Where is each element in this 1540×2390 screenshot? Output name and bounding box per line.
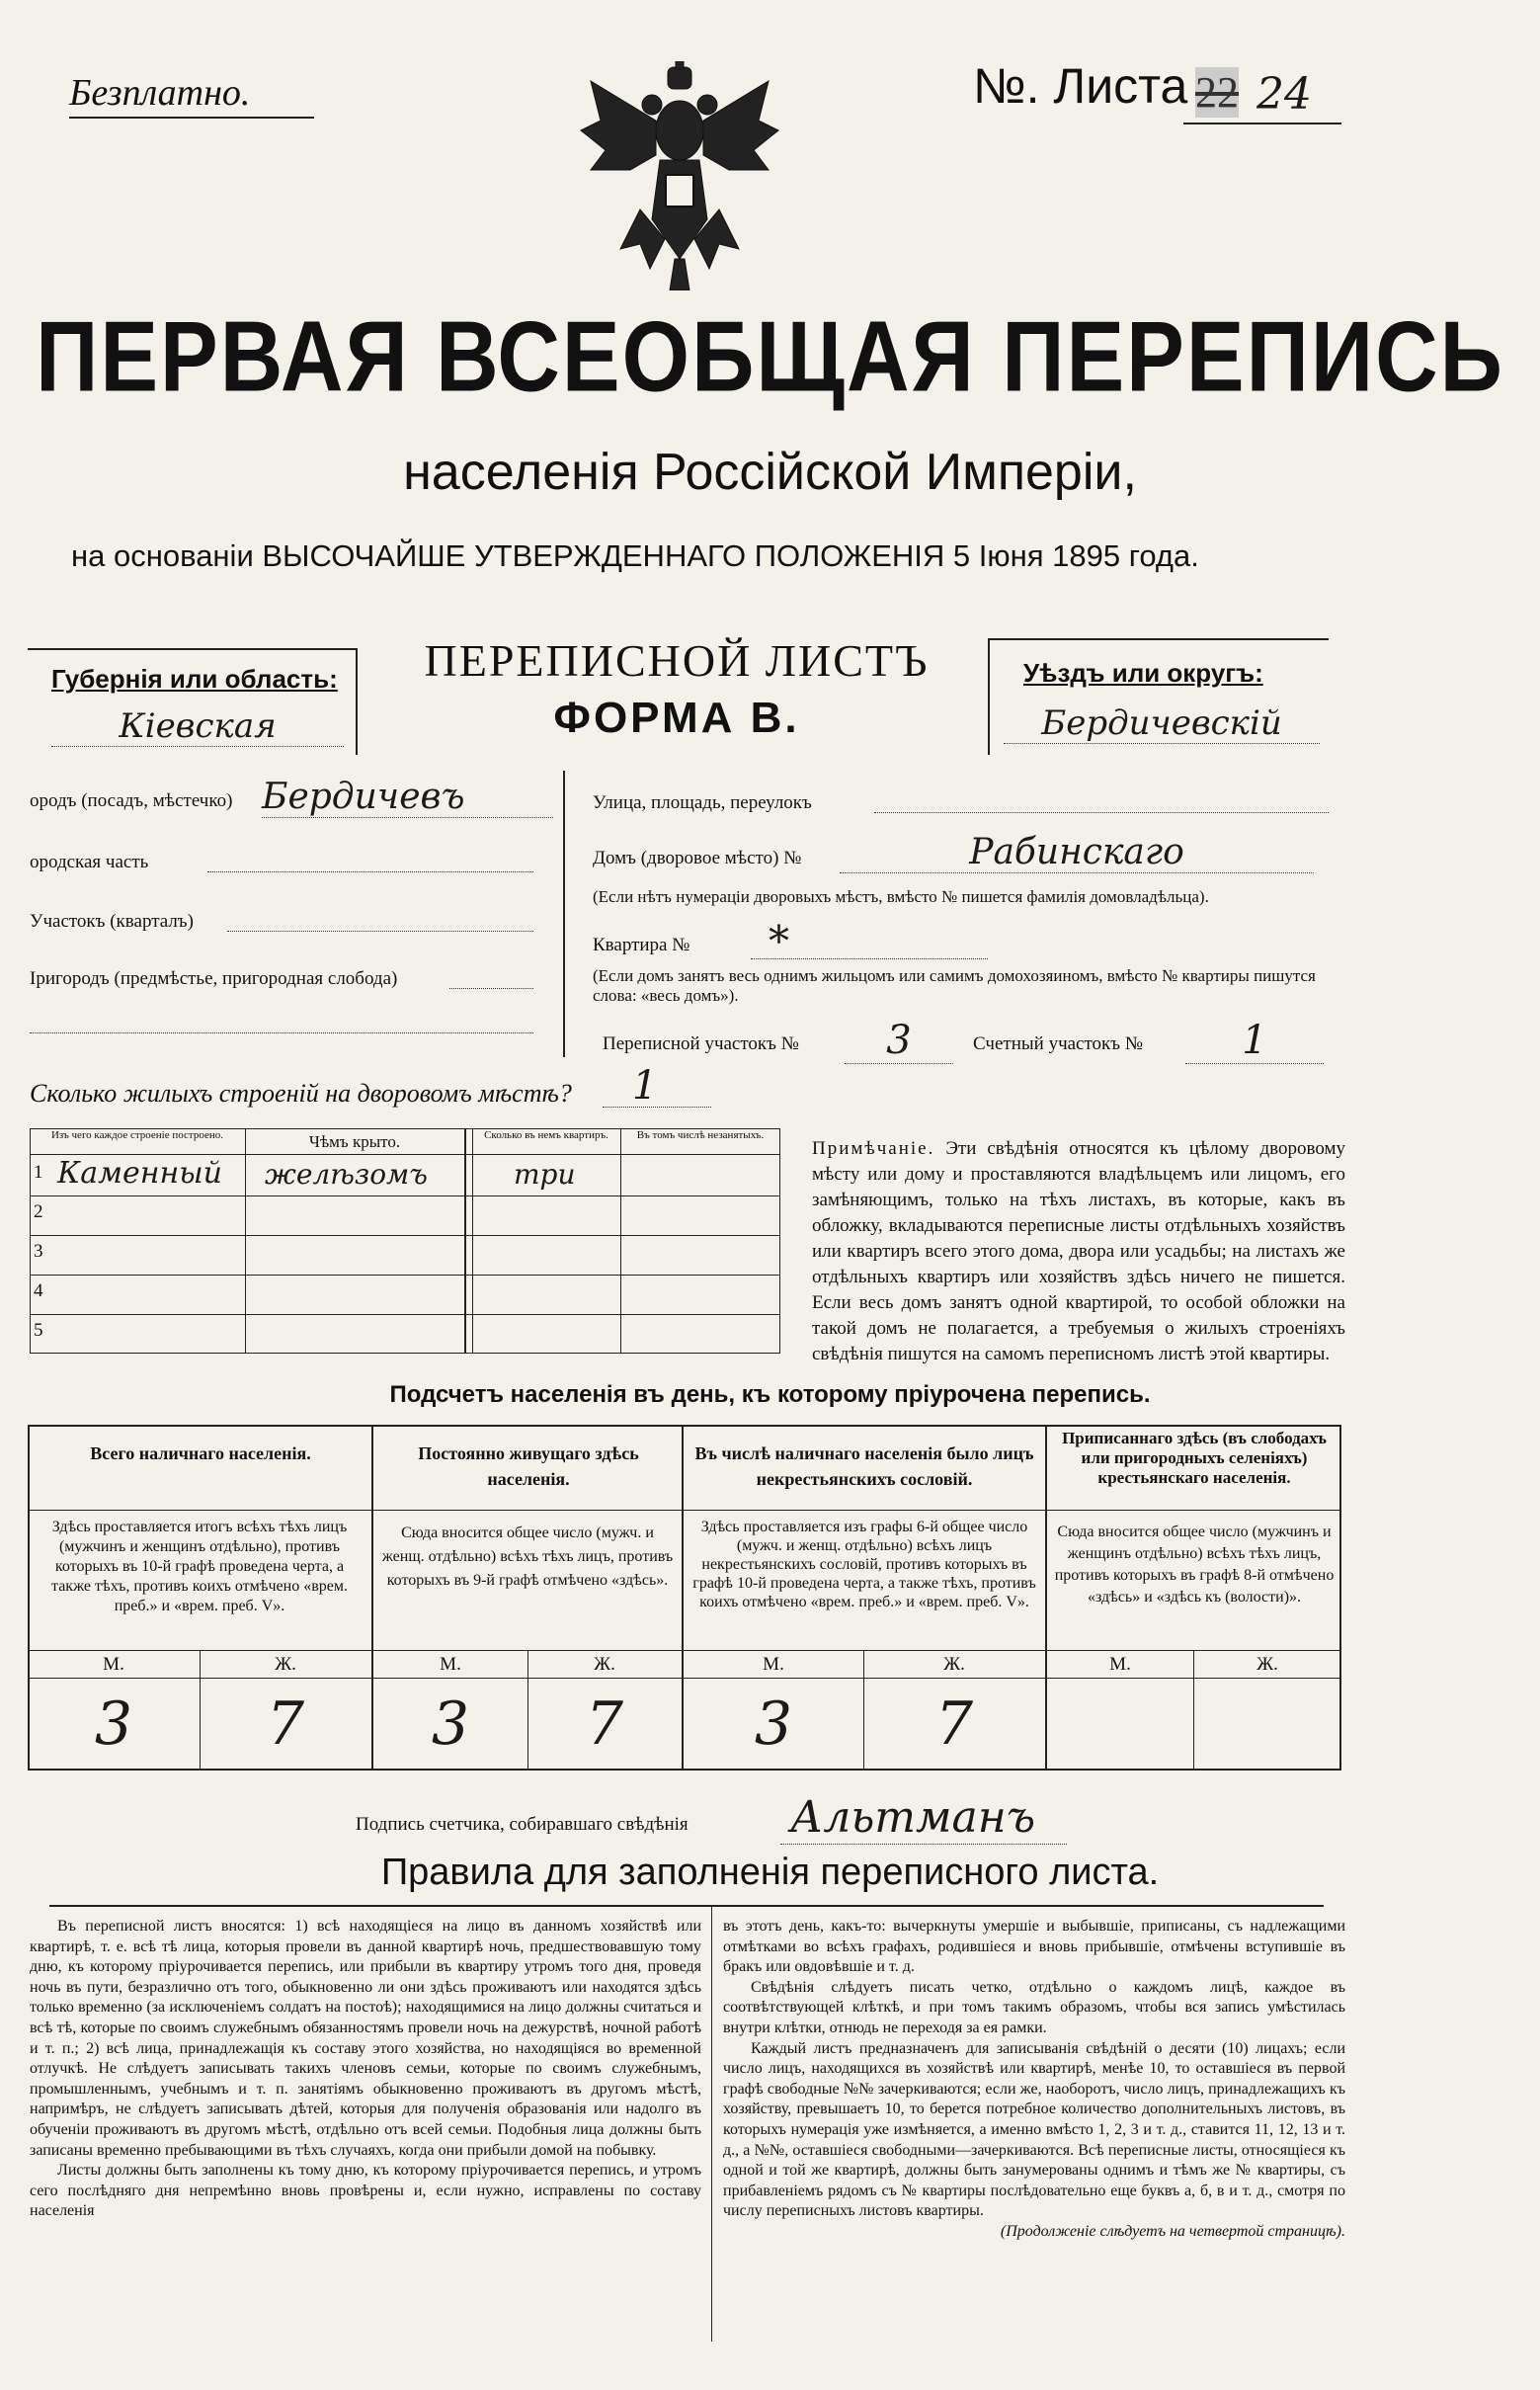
row-number: 2 — [34, 1201, 43, 1222]
buildings-note — [812, 1136, 1345, 1367]
sheet-number-handwritten: 24 — [1256, 69, 1312, 120]
count-f-label: Ж. — [594, 1654, 615, 1675]
count-f-label: Ж. — [275, 1654, 296, 1675]
rules-right-p2: Свѣдѣнія слѣдуетъ писать четко, отдѣльно о каждомъ лицѣ, каждое въ соотвѣтствующей клѣткѣ, и при томъ такимъ образомъ, чтобы вся запись умѣстилась внутри клѣтки, отнюдь не переходя за ея рамки. — [723, 1978, 1345, 2036]
count-col4-desc: Сюда вносится общее число (мужчинъ и женщинъ отдѣльно) всѣхъ тѣхъ лицъ, противъ которыхъ въ графѣ 8-й отмѣчено «здѣсь» и «здѣсь къ (волости)». — [1054, 1524, 1335, 1606]
buildings-answer: 1 — [632, 1063, 658, 1109]
count-m-label: М. — [103, 1654, 124, 1675]
rules-continued: (Продолженіе слѣдуетъ на четвертой страницѣ). — [1000, 2222, 1345, 2240]
prigorod-label: Іригородъ (предмѣстье, пригородная слобода) — [30, 968, 398, 989]
rules-left — [30, 1917, 701, 2222]
kvartira-label: Квартира № — [593, 935, 690, 955]
count-col1-f: 7 — [266, 1689, 305, 1759]
building-material-value: Каменный — [57, 1156, 223, 1191]
count-col3-desc: Здѣсь проставляется изъ графы 6-й общее число (мужч. и женщ. отдѣльно) всѣхъ лицъ некрестьянскихъ сословій, противъ которыхъ въ графѣ 10-й проведена черта, а также тѣхъ, противъ коихъ отмѣчено «врем. преб.» и «врем. преб. V». — [692, 1519, 1036, 1610]
rules-right — [723, 1917, 1345, 2243]
basis-line: на основаніи ВЫСОЧАЙШЕ УТВЕРЖДЕННАГО ПОЛОЖЕНІЯ 5 Іюня 1895 года. — [71, 538, 1199, 573]
buildings-question: Сколько жилыхъ строеній на дворовомъ мѣстѣ? — [30, 1079, 572, 1108]
count-m-label: М. — [440, 1654, 461, 1675]
row-number: 1 — [34, 1162, 43, 1183]
main-title: ПЕРВАЯ ВСЕОБЩАЯ ПЕРЕПИСЬ — [36, 299, 1504, 413]
perepisnoy-label: Переписной участокъ № — [603, 1033, 799, 1054]
uchastok-label: Участокъ (кварталъ) — [30, 911, 194, 932]
buildings-header-material: Изъ чего каждое строеніе построено. — [50, 1129, 224, 1141]
buildings-header-apartments: Сколько въ немъ квартиръ. — [484, 1129, 608, 1141]
building-apartments-value: три — [514, 1158, 576, 1191]
note-text: Эти свѣдѣнія относятся къ цѣлому дворовому мѣсту или дому и проставляются владѣльцемъ или лицомъ, его замѣняющимъ, только на тѣхъ листахъ, въ которые, какъ въ обложку, вкладываются переписные листы отдѣльныхъ хозяйствъ или квартиръ всего этого дома, двора или усадьбы; на листахъ же отдѣльныхъ квартиръ или хозяйствъ здѣсь ничего не пишется. Если весь домъ занятъ одной квартирой, то особой обложки на такой домъ не полагается, а требуемыя о жилыхъ строеніяхъ свѣдѣнія пишутся на самомъ переписномъ листѣ этой квартиры. — [812, 1138, 1345, 1364]
ulitsa-label: Улица, площадь, переулокъ — [593, 792, 812, 813]
rules-right-p1: въ этотъ день, какъ-то: вычеркнуты умершіе и выбывшіе, приписаны, съ надлежащими отмѣтками во всѣхъ графахъ, родившіеся и вновь прибывшіе, отмѣчены вступившіе въ бракъ или овдовѣвшіе и т. д. — [723, 1918, 1345, 1976]
gorod-label: ородъ (посадъ, мѣстечко) — [30, 790, 233, 811]
row-number: 4 — [34, 1280, 43, 1301]
count-col1-m: 3 — [94, 1689, 133, 1759]
count-col3-f: 7 — [934, 1689, 974, 1759]
dom-note: (Если нѣтъ нумераціи дворовыхъ мѣстъ, вмѣсто № пишется фамилія домовладѣльца). — [593, 887, 1209, 906]
form-letter: ФОРМА В. — [553, 694, 800, 742]
buildings-header-roof: Чѣмъ крыто. — [308, 1132, 401, 1151]
count-m-label: М. — [763, 1654, 784, 1675]
perepisnoy-value: 3 — [845, 1018, 953, 1064]
sheet-number-struck: 22 — [1195, 68, 1239, 117]
guberniya-label: Губернія или область: — [51, 664, 338, 694]
free-label: Безплатно. — [69, 72, 251, 114]
dom-value: Рабинскаго — [840, 832, 1314, 873]
note-title: Примѣчаніе. — [812, 1138, 935, 1159]
sheet-number-label: №. Листа — [973, 58, 1188, 114]
uezd-value: Бердичевскiй — [1004, 703, 1320, 744]
count-col1-desc: Здѣсь проставляется итогъ всѣхъ тѣхъ лицъ (мужчинъ и женщинъ отдѣльно), противъ которыхъ въ 10-й графѣ проведена черта, а также тѣхъ, противъ коихъ отмѣчено «врем. преб.» и «врем. преб. V». — [51, 1519, 348, 1614]
count-col2-f: 7 — [585, 1689, 624, 1759]
rules-title: Правила для заполненія переписного листа. — [380, 1852, 1160, 1893]
count-col3-header: Въ числѣ наличнаго населенія было лицъ некрестьянскихъ сословій. — [694, 1443, 1034, 1489]
count-f-label: Ж. — [1256, 1654, 1278, 1675]
gorod-value: Бердичевъ — [262, 777, 553, 818]
count-col2-header: Постоянно живущаго здѣсь населенія. — [418, 1443, 639, 1489]
rules-left-p2: Листы должны быть заполнены къ тому дню, къ которому пріурочивается перепись, и утромъ сего послѣдняго дня непремѣнно вновь провѣрены и, если нужно, исправлены по составу населенія — [30, 2162, 701, 2220]
count-col2-desc: Сюда вносится общее число (мужч. и женщ. отдѣльно) всѣхъ тѣхъ лицъ, противъ которыхъ въ 9-й графѣ отмѣчено «здѣсь». — [381, 1525, 674, 1589]
schetny-value: 1 — [1185, 1018, 1324, 1064]
count-col4-header: Приписаннаго здѣсь (въ слободахъ или пригородныхъ селеніяхъ) крестьянскаго населенія. — [1062, 1429, 1327, 1487]
form-title: ПЕРЕПИСНОЙ ЛИСТЪ — [424, 635, 930, 686]
subtitle: населенія Россійской Имперіи, — [403, 444, 1137, 501]
uezd-label: Уѣздъ или округъ: — [1023, 658, 1263, 688]
count-m-label: М. — [1109, 1654, 1131, 1675]
signature-value: Альтманъ — [790, 1792, 1036, 1843]
guberniya-value: Кiевская — [51, 706, 344, 747]
kvartira-value: * — [769, 917, 789, 965]
rules-left-p1: Въ переписной листъ вносятся: 1) всѣ находящіеся на лицо въ данномъ хозяйствѣ или квартирѣ, т. е. всѣ тѣ лица, которыя провели въ данной квартирѣ ночь, предшествовавшую тому дню, къ которому пріурочивается перепись, или прибыли въ квартиру утромъ того дня, проведя ночь въ пути, безразлично отъ того, обыкновенно ли они здѣсь проживаютъ или находятся здѣсь только временно (за исключеніемъ солдатъ на постоѣ); находящимися на лицо должны считаться и всѣ тѣ, которые по своимъ служебнымъ обязанностямъ провели ночь на дежурствѣ, ночной работѣ и т. п.; 2) всѣ лица, принадлежащія къ составу этого хозяйства, но находящіяся во временной отлучкѣ. Не слѣдуетъ записывать такихъ членовъ семьи, которые по своимъ служебнымъ, промышленнымъ, учебнымъ и т. п. занятіямъ обыкновенно проживаютъ въ другомъ мѣстѣ, напримѣръ, не слѣдуетъ записывать дѣтей, которыя для полученія образованія или надолго въ обученіи проживаютъ въ другомъ мѣстѣ, отдѣльно отъ всей семьи. Подобныя лица должны быть записаны временно пребывающими въ тѣхъ случаяхъ, когда они прибыли домой на побывку. — [30, 1918, 701, 2159]
building-roof-value: желѣзомъ — [265, 1158, 428, 1191]
gorod-chast-label: ородская часть — [30, 852, 149, 872]
count-col1-header: Всего наличнаго населенія. — [90, 1443, 311, 1463]
double-headed-eagle-icon — [571, 61, 788, 290]
rules-right-p3: Каждый листъ предназначенъ для записыванія свѣдѣній о десяти (10) лицахъ; если число лицъ, находящихся въ хозяйствѣ или квартирѣ, менѣе 10, то оставшіеся въ первой графѣ свободные №№ зачеркиваются; если же, наоборотъ, число лицъ, принадлежащихъ къ хозяйству, превышаетъ 10, то берется потребное количество дополнительныхъ листовъ, въ которыхъ нумерація уже измѣняется, а именно вмѣсто 1, 2, 3 и т. д., ставится 11, 12, 13 и т. д., а №№, оставшіеся свободными—зачеркиваются. Всѣ переписные листы, относящіеся къ одной и той же квартирѣ, должны быть занумерованы однимъ и тѣмъ же № квартиры, съ прибавленіемъ рядомъ съ № квартиры послѣдовательно еще буквъ а, б, в и т. д., смотря по числу переписныхъ листовъ квартиры. — [723, 2039, 1345, 2220]
row-number: 3 — [34, 1241, 43, 1262]
buildings-header-vacant: Въ томъ числѣ незанятыхъ. — [636, 1129, 765, 1141]
schetny-label: Счетный участокъ № — [973, 1033, 1143, 1054]
count-title: Подсчетъ населенія въ день, къ которому пріурочена перепись. — [389, 1381, 1151, 1408]
count-col2-m: 3 — [431, 1689, 470, 1759]
kvartira-note: (Если домъ занятъ весь однимъ жильцомъ или самимъ домохозяиномъ, вмѣсто № квартиры пишутся слова: «весь домъ»). — [593, 966, 1316, 1005]
count-f-label: Ж. — [943, 1654, 965, 1675]
dom-label: Домъ (дворовое мѣсто) № — [593, 848, 802, 868]
row-number: 5 — [34, 1320, 43, 1341]
count-col3-m: 3 — [754, 1689, 793, 1759]
signature-label: Подпись счетчика, собиравшаго свѣдѣнія — [356, 1814, 689, 1835]
